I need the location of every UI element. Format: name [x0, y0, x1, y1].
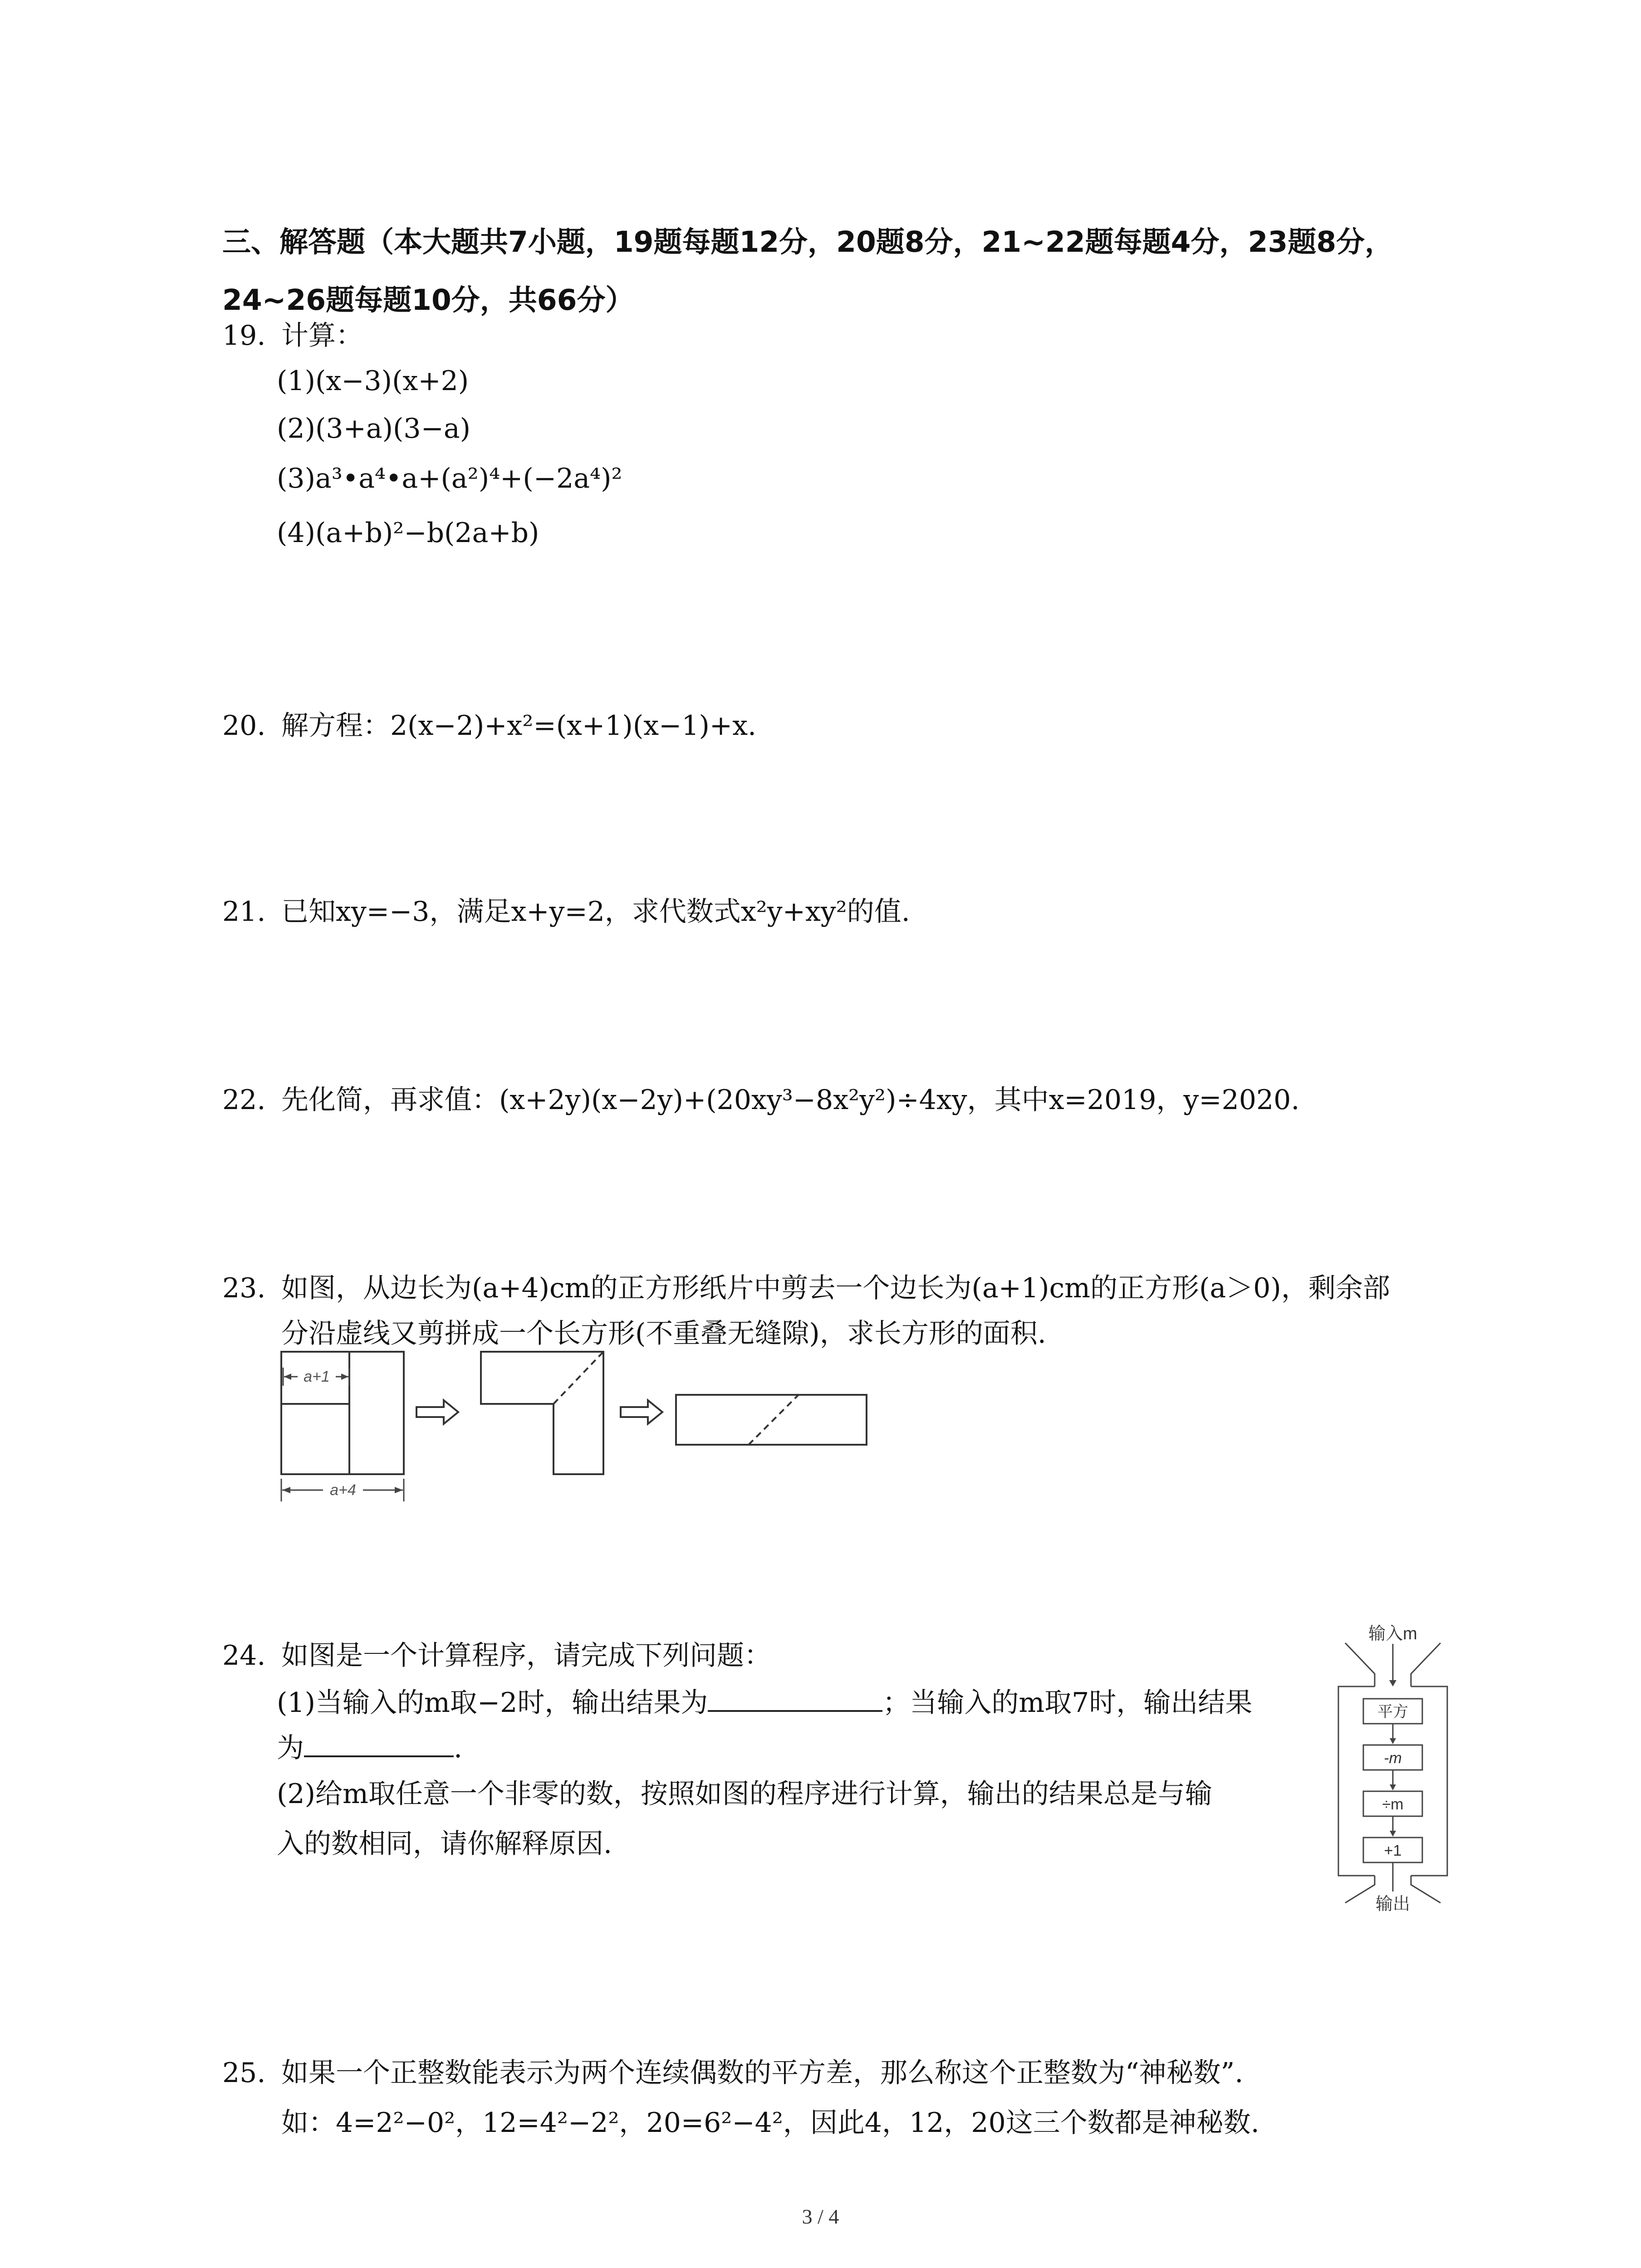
q24-part1-b: ；当输入的m取7时，输出结果 [882, 1687, 1253, 1719]
q22-text: 先化简，再求值：(x+2y)(x−2y)+(20xy³−8x²y²)÷4xy，其中x=2019，y=2020. [281, 1084, 1300, 1116]
q24-number: 24. [222, 1640, 266, 1672]
q23-line-1 [222, 1270, 1390, 1306]
q24-part1-cont-line [277, 1728, 462, 1766]
q21-text: 已知xy=−3，满足x+y=2，求代数式x²y+xy²的值. [281, 896, 910, 928]
q23-arrow-1 [416, 1400, 458, 1424]
page-number: 3 / 4 [802, 2205, 839, 2228]
q24-part1-end: . [454, 1732, 463, 1764]
q23-dim-inner-arrow-right [341, 1374, 348, 1380]
flowchart-step-square: 平方 [1377, 1703, 1408, 1721]
q24-part1-c: 为 [277, 1732, 304, 1764]
q22-number: 22. [222, 1084, 266, 1116]
q24-part2-a: (2)给m取任意一个非零的数，按照如图的程序进行计算，输出的结果总是与输 [277, 1778, 1212, 1810]
q25-number: 25. [222, 2057, 266, 2089]
flowchart-connector-1-head [1390, 1738, 1396, 1744]
q19-prompt: 计算： [281, 320, 363, 352]
q19-item-2: (2)(3+a)(3−a) [277, 413, 471, 445]
q24-intro-line [222, 1637, 771, 1674]
flowchart-step-plus-1: +1 [1384, 1842, 1402, 1859]
q20-line [222, 708, 756, 744]
flowchart-entry-arrowhead [1389, 1680, 1396, 1686]
q25-text-2: 如：4=2²−0²，12=4²−2²，20=6²−4²，因此4，12，20这三个数都是神秘数. [281, 2107, 1259, 2139]
q20-text: 解方程：2(x−2)+x²=(x+1)(x−1)+x. [281, 710, 757, 742]
q21-line [222, 894, 910, 930]
q23-number: 23. [222, 1272, 266, 1304]
q23-arrow-2 [621, 1400, 662, 1424]
q23-figure [272, 1343, 880, 1510]
q23-dim-inner-arrow-left [284, 1374, 291, 1380]
q23-text-2: 分沿虚线又剪拼成一个长方形(不重叠无缝隙)，求长方形的面积. [281, 1318, 1046, 1349]
flowchart-step-minus-m: -m [1384, 1750, 1402, 1767]
answer-blank-1[interactable] [708, 1683, 882, 1712]
q19-item-4: (4)(a+b)²−b(2a+b) [277, 517, 539, 549]
q19-number: 19. [222, 320, 266, 352]
q23-dim-outer-arrow-left [282, 1487, 290, 1493]
flowchart-connector-2-head [1390, 1784, 1396, 1790]
q23-dim-inner-label: a+1 [304, 1368, 330, 1385]
flowchart-connector-3-head [1390, 1831, 1396, 1837]
q20-number: 20. [222, 710, 266, 742]
flowchart-entry-funnel-r [1411, 1643, 1440, 1686]
q24-part1-a: (1)当输入的m取−2时，输出结果为 [277, 1687, 708, 1719]
q23-dim-outer-arrow-right [395, 1487, 403, 1493]
section-title: 三、解答题（本大题共7小题，19题每题12分，20题8分，21~22题每题4分，23题8分，24~26题每题10分，共66分） [222, 225, 1394, 317]
answer-blank-2[interactable] [304, 1728, 454, 1757]
q19-item-3: (3)a³•a⁴•a+(a²)⁴+(−2a⁴)² [277, 463, 622, 494]
flowchart-exit-funnel-r [1411, 1876, 1440, 1903]
flowchart-step-divide-m: ÷m [1382, 1796, 1404, 1813]
q23-rect-dashed-cut [749, 1395, 798, 1445]
q23-result-rectangle [676, 1395, 867, 1445]
flowchart-input-label: 输入m [1368, 1624, 1417, 1643]
q24-intro: 如图是一个计算程序，请完成下列问题： [281, 1640, 771, 1672]
q24-part2-b: 入的数相同，请你解释原因. [277, 1828, 612, 1860]
q19-prompt-line [222, 318, 363, 354]
q22-line [222, 1082, 1299, 1118]
q21-number: 21. [222, 896, 266, 928]
q23-text-1: 如图，从边长为(a+4)cm的正方形纸片中剪去一个边长为(a+1)cm的正方形(a＞0)，剩余部 [281, 1272, 1390, 1304]
flowchart-exit-funnel-l [1345, 1876, 1375, 1903]
q24-part1-line [277, 1683, 1252, 1721]
q25-text-1: 如果一个正整数能表示为两个连续偶数的平方差，那么称这个正整数为“神秘数”. [281, 2057, 1244, 2089]
q23-l-dashed-cut [554, 1352, 603, 1404]
q19-item-1: (1)(x−3)(x+2) [277, 365, 469, 397]
flowchart-output-label: 输出 [1375, 1895, 1411, 1914]
q23-dim-outer-label: a+4 [330, 1481, 356, 1499]
flowchart-entry-funnel [1345, 1643, 1375, 1686]
q24-flowchart [1329, 1619, 1456, 1914]
q25-line-1 [222, 2055, 1243, 2091]
